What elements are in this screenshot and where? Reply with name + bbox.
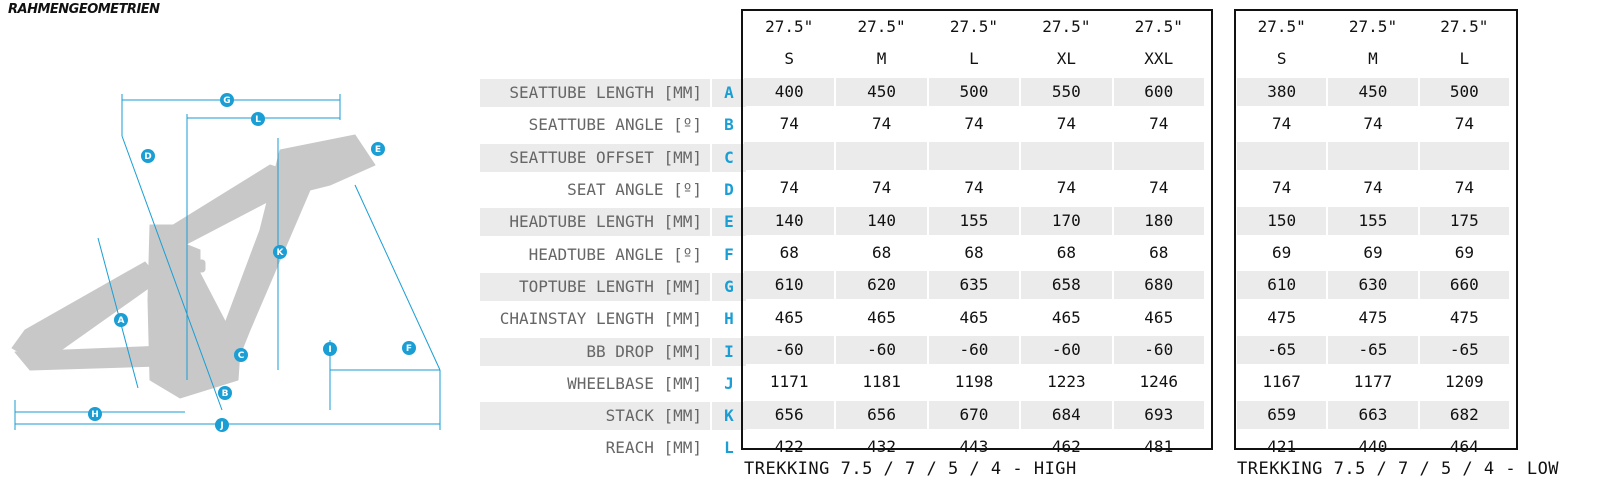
- table-row-cell: 400: [744, 78, 834, 106]
- table-row-cell: 500: [1420, 78, 1509, 106]
- frame-size-row-cell: S: [1276, 49, 1287, 69]
- table-row-cell: 475: [1267, 307, 1297, 327]
- row-label-name: CHAINSTAY LENGTH [MM]: [499, 309, 702, 329]
- table-row-cell: [929, 142, 1019, 170]
- table-row-cell: 670: [929, 401, 1019, 429]
- table-row-cell: 69: [1272, 243, 1292, 263]
- table-row-cell: 464: [1449, 436, 1479, 456]
- table-row-cell: [1021, 142, 1111, 170]
- table-row-cell: [1237, 142, 1326, 170]
- table-row-cell: 682: [1420, 401, 1509, 429]
- geometry-table-high: [741, 9, 1213, 456]
- row-label: [480, 238, 746, 270]
- svg-text:F: F: [405, 344, 413, 354]
- table-row-cell: 500: [929, 78, 1019, 106]
- svg-text:D: D: [144, 152, 152, 162]
- row-label-name: SEATTUBE LENGTH [MM]: [480, 79, 710, 107]
- wheel-size-row-cell: 27.5": [1348, 17, 1398, 36]
- table-row-cell: -60: [744, 336, 834, 364]
- dim-label-g-icon: [220, 93, 234, 107]
- table-row: [743, 172, 1211, 204]
- row-label: [480, 174, 746, 206]
- wheel-size-row: [743, 11, 1211, 43]
- table-row-cell: 465: [867, 307, 897, 327]
- table-row-cell: 656: [744, 401, 834, 429]
- table-row-cell: 680: [1114, 271, 1204, 299]
- table-row-cell: 74: [1363, 113, 1383, 133]
- table-row-cell: 74: [871, 178, 892, 198]
- table-row-cell: 610: [1237, 271, 1326, 299]
- row-label-name: SEAT ANGLE [º]: [567, 180, 702, 200]
- table-row-cell: [836, 142, 926, 170]
- table-row-cell: 635: [929, 271, 1019, 299]
- table-row: [1236, 366, 1516, 398]
- svg-text:I: I: [328, 345, 332, 355]
- table-row-cell: 450: [836, 78, 926, 106]
- wheel-size-row-cell: 27.5": [1134, 17, 1183, 36]
- table-row-cell: 74: [1149, 113, 1169, 133]
- table-row-cell: 620: [836, 271, 926, 299]
- table-row-cell: 481: [1144, 436, 1174, 456]
- table-row-cell: 140: [744, 207, 834, 235]
- row-label: [480, 271, 746, 303]
- table-row-cell: 465: [959, 307, 989, 327]
- wheel-size-row-cell: 27.5": [949, 17, 999, 36]
- svg-text:E: E: [374, 145, 382, 155]
- svg-text:J: J: [220, 421, 224, 431]
- row-label: [480, 368, 746, 400]
- row-label-letter: A: [712, 79, 746, 107]
- table-row-cell: [744, 142, 834, 170]
- svg-text:C: C: [237, 351, 245, 361]
- table-row-cell: 74: [1056, 113, 1076, 133]
- table-row-cell: 600: [1114, 78, 1204, 106]
- table-row-cell: 170: [1021, 207, 1111, 235]
- row-label-name: REACH [MM]: [605, 438, 702, 458]
- row-label-letter: E: [712, 208, 746, 236]
- table-row: [1236, 334, 1516, 366]
- table-row: [1236, 76, 1516, 108]
- row-label-name: BB DROP [MM]: [480, 338, 710, 366]
- table-row: [1236, 205, 1516, 237]
- table-row: [743, 76, 1211, 108]
- row-label: [480, 400, 746, 432]
- row-label: [480, 206, 746, 238]
- geometry-row-labels: [480, 77, 746, 465]
- table-row-cell: 630: [1328, 271, 1417, 299]
- svg-text:H: H: [91, 410, 99, 420]
- row-label: [480, 77, 746, 109]
- dim-label-j-icon: [215, 418, 229, 432]
- table-row-cell: [1420, 142, 1509, 170]
- frame-size-row-cell: L: [969, 49, 979, 69]
- frame-size-row-cell: S: [784, 49, 795, 69]
- table-row-cell: 550: [1021, 78, 1111, 106]
- table-row-cell: 422: [774, 436, 804, 456]
- table-row-cell: [1114, 142, 1204, 170]
- row-label: [480, 109, 746, 141]
- table-row-cell: 69: [1454, 243, 1474, 263]
- frame-size-row: [1236, 43, 1516, 75]
- wheel-size-row-cell: 27.5": [1257, 17, 1306, 36]
- table-row: [1236, 140, 1516, 172]
- table-row-cell: 180: [1114, 207, 1204, 235]
- row-label-name: TOPTUBE LENGTH [MM]: [480, 273, 710, 301]
- table-row-cell: 74: [1056, 178, 1076, 198]
- row-label-name: STACK [MM]: [480, 402, 710, 430]
- dim-label-k-icon: [273, 245, 287, 259]
- svg-text:B: B: [221, 389, 229, 399]
- table-row: [743, 366, 1211, 398]
- table-row-cell: 450: [1328, 78, 1417, 106]
- table-row-cell: 74: [1149, 178, 1169, 198]
- row-label-name: SEATTUBE OFFSET [MM]: [480, 144, 710, 172]
- table-row: [743, 302, 1211, 334]
- table-row-cell: 68: [964, 243, 984, 263]
- table-row-cell: 443: [959, 436, 989, 456]
- geometry-table-low: [1234, 9, 1518, 456]
- table-row: [743, 237, 1211, 269]
- dim-label-l-icon: [251, 112, 265, 126]
- table-row: [743, 269, 1211, 301]
- table-row-cell: -60: [836, 336, 926, 364]
- frame-size-row-cell: L: [1459, 49, 1470, 69]
- table-row-cell: -60: [1114, 336, 1204, 364]
- row-label-letter: J: [724, 373, 734, 393]
- table-row-cell: 1171: [769, 372, 809, 392]
- table-row-cell: 432: [867, 436, 897, 456]
- table-row-cell: -60: [1021, 336, 1111, 364]
- table-row: [743, 399, 1211, 431]
- frame-size-row-cell: M: [1368, 49, 1378, 69]
- dim-label-b-icon: [218, 386, 232, 400]
- table-row-cell: 155: [929, 207, 1019, 235]
- table-row: [1236, 172, 1516, 204]
- frame-size-row-cell: M: [876, 49, 887, 69]
- table-row-cell: 74: [1272, 178, 1292, 198]
- table-row: [1236, 269, 1516, 301]
- page-title: RAHMENGEOMETRIEN: [8, 2, 160, 17]
- table-row-cell: [1328, 142, 1417, 170]
- table-row-cell: 68: [1149, 243, 1169, 263]
- dim-label-h-icon: [88, 407, 102, 421]
- table-row-cell: 68: [871, 243, 892, 263]
- table-row-cell: 74: [964, 178, 984, 198]
- table-row: [743, 140, 1211, 172]
- frame-size-row: [743, 43, 1211, 75]
- dim-label-d-icon: [141, 149, 155, 163]
- table-row-cell: 1246: [1139, 372, 1179, 392]
- table-row-cell: 74: [779, 178, 799, 198]
- table-row-cell: 693: [1114, 401, 1204, 429]
- table-row-cell: 465: [774, 307, 804, 327]
- table-row-cell: 74: [1363, 178, 1383, 198]
- row-label: [480, 142, 746, 174]
- row-label-letter: B: [724, 115, 734, 135]
- frame-geometry-diagram: [0, 80, 460, 440]
- svg-text:L: L: [255, 115, 261, 125]
- table-row-cell: 68: [779, 243, 799, 263]
- table-row-cell: 1198: [954, 372, 994, 392]
- table-row-cell: 684: [1021, 401, 1111, 429]
- table-row-cell: 1167: [1262, 372, 1301, 392]
- dim-label-i-icon: [323, 342, 337, 356]
- table-row-cell: 610: [744, 271, 834, 299]
- table-row-cell: 1177: [1353, 372, 1393, 392]
- table-row-cell: 74: [1272, 113, 1292, 133]
- row-label-letter: H: [724, 309, 734, 329]
- table-row-cell: -60: [929, 336, 1019, 364]
- table-row-cell: 74: [1454, 178, 1474, 198]
- table-row-cell: 475: [1449, 307, 1479, 327]
- table-caption-high: TREKKING 7.5 / 7 / 5 / 4 - HIGH: [744, 459, 1077, 479]
- table-row-cell: 421: [1267, 436, 1297, 456]
- table-row-cell: 74: [779, 113, 799, 133]
- table-row: [1236, 302, 1516, 334]
- table-row-cell: 74: [1454, 113, 1474, 133]
- row-label: [480, 303, 746, 335]
- row-label: [480, 432, 746, 464]
- table-row-cell: 155: [1328, 207, 1417, 235]
- wheel-size-row-cell: 27.5": [857, 17, 906, 36]
- row-label-letter: I: [712, 338, 746, 366]
- table-row-cell: 465: [1051, 307, 1081, 327]
- table-row-cell: 68: [1056, 243, 1076, 263]
- row-label-name: HEADTUBE ANGLE [º]: [528, 244, 702, 264]
- table-row: [1236, 108, 1516, 140]
- table-row: [743, 334, 1211, 366]
- svg-text:G: G: [223, 96, 231, 106]
- row-label-letter: G: [712, 273, 746, 301]
- dim-label-e-icon: [371, 142, 385, 156]
- table-row: [743, 205, 1211, 237]
- table-row-cell: 74: [871, 113, 892, 133]
- dim-label-f-icon: [402, 341, 416, 355]
- row-label-name: SEATTUBE ANGLE [º]: [528, 115, 702, 135]
- table-row-cell: 656: [836, 401, 926, 429]
- table-row-cell: 462: [1051, 436, 1081, 456]
- svg-text:K: K: [276, 248, 284, 258]
- table-row-cell: 475: [1358, 307, 1388, 327]
- table-row-cell: 663: [1328, 401, 1417, 429]
- row-label-letter: F: [724, 244, 734, 264]
- wheel-size-row-cell: 27.5": [1042, 17, 1091, 36]
- table-row-cell: 140: [836, 207, 926, 235]
- table-row-cell: 1181: [862, 372, 901, 392]
- table-row-cell: 380: [1237, 78, 1326, 106]
- table-row: [743, 108, 1211, 140]
- bike-frame-silhouette: [12, 135, 375, 398]
- table-row-cell: -65: [1420, 336, 1509, 364]
- row-label-letter: C: [712, 144, 746, 172]
- table-row-cell: 1209: [1445, 372, 1484, 392]
- table-row: [1236, 237, 1516, 269]
- dim-label-c-icon: [234, 348, 248, 362]
- row-label-letter: K: [712, 402, 746, 430]
- dim-label-a-icon: [114, 313, 128, 327]
- table-row: [1236, 399, 1516, 431]
- svg-text:A: A: [117, 316, 125, 326]
- wheel-size-row-cell: 27.5": [1440, 17, 1489, 36]
- table-row-cell: 69: [1363, 243, 1383, 263]
- row-label-name: HEADTUBE LENGTH [MM]: [480, 208, 710, 236]
- row-label: [480, 335, 746, 367]
- table-row-cell: 1223: [1047, 372, 1086, 392]
- wheel-size-row: [1236, 11, 1516, 43]
- frame-size-row-cell: XL: [1056, 49, 1076, 69]
- table-row-cell: 658: [1021, 271, 1111, 299]
- wheel-size-row-cell: 27.5": [765, 17, 814, 36]
- table-row-cell: 465: [1144, 307, 1174, 327]
- row-label-name: WHEELBASE [MM]: [567, 373, 702, 393]
- frame-size-row-cell: XXL: [1144, 49, 1174, 69]
- table-row-cell: -65: [1237, 336, 1326, 364]
- table-row-cell: 659: [1237, 401, 1326, 429]
- table-row-cell: 440: [1358, 436, 1388, 456]
- table-row-cell: -65: [1328, 336, 1417, 364]
- table-row-cell: 150: [1237, 207, 1326, 235]
- table-row-cell: 660: [1420, 271, 1509, 299]
- table-caption-low: TREKKING 7.5 / 7 / 5 / 4 - LOW: [1237, 459, 1560, 479]
- table-row-cell: 74: [964, 113, 984, 133]
- row-label-letter: L: [724, 438, 734, 458]
- table-row-cell: 175: [1420, 207, 1509, 235]
- row-label-letter: D: [724, 180, 734, 200]
